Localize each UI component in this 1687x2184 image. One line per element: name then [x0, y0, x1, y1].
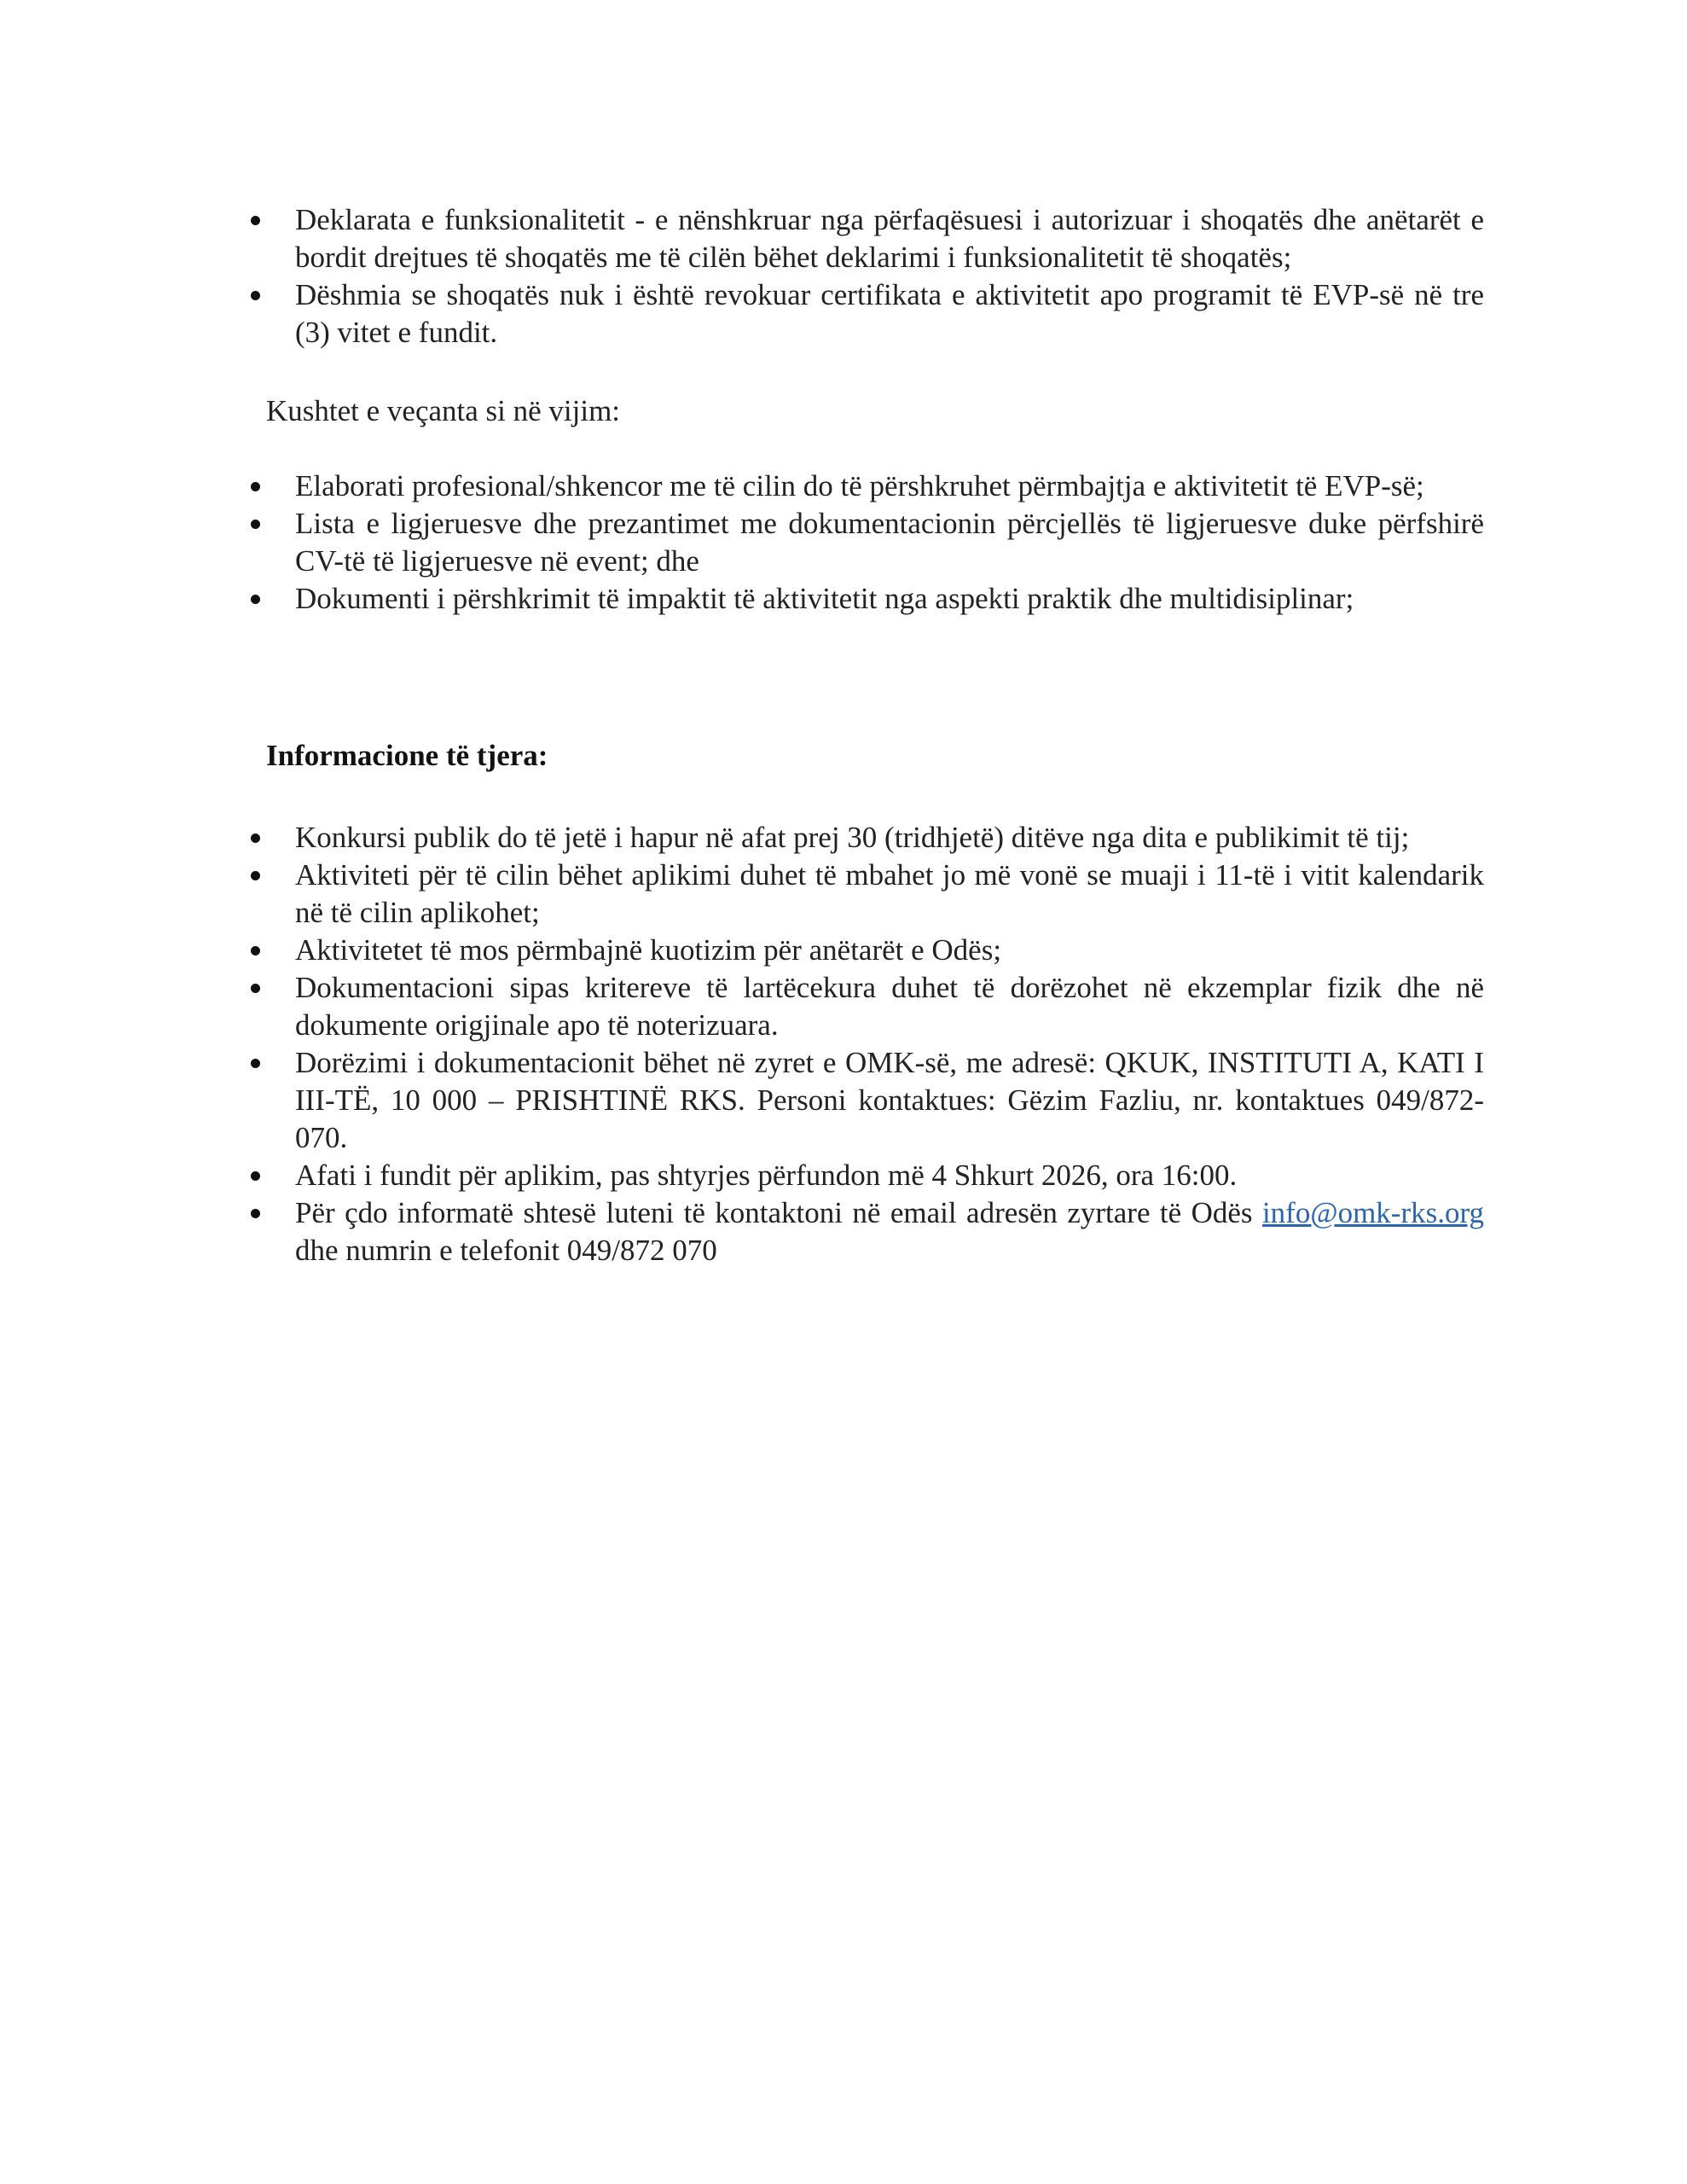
list-item — [247, 276, 1484, 351]
special-conditions-intro: Kushtet e veçanta si në vijim: — [266, 394, 621, 427]
list-item-text: Lista e ligjeruesve dhe prezantimet me dokumentacionin përcjellës të ligjeruesve duke përfshirë CV-të të ligjeruesve në event; dhe — [295, 507, 1484, 578]
bullet-icon — [251, 871, 260, 880]
list-item-text: Dorëzimi i dokumentacionit bëhet në zyret e OMK-së, me adresë: QKUK, INSTITUTI A, KATI I III-TË, 10 000 – PRISHTINË RKS. Personi kontaktues: Gëzim Fazliu, nr. kontaktues 049/872-070. — [295, 1046, 1484, 1154]
bullet-icon — [251, 520, 260, 529]
email-link[interactable]: info@omk-rks.org — [1261, 1196, 1484, 1229]
list-item-text: Dokumenti i përshkrimit të impaktit të aktivitetit nga aspekti praktik dhe multidisiplinar; — [295, 582, 1354, 615]
bullet-icon — [251, 1171, 260, 1181]
list-item — [247, 580, 1484, 618]
list-item-text: Aktivitetet të mos përmbajnë kuotizim për anëtarët e Odës; — [295, 933, 1002, 967]
bullet-icon — [251, 1209, 260, 1218]
list-item-text: Dokumentacioni sipas kritereve të lartëcekura duhet të dorëzohet në ekzemplar fizik dhe në dokumente origjinale apo të noterizuara. — [295, 971, 1484, 1042]
list-item — [247, 932, 1484, 969]
bullet-icon — [251, 482, 260, 491]
bullet-icon — [251, 595, 260, 604]
bullet-icon — [251, 984, 260, 993]
list-item-text: Afati i fundit për aplikim, pas shtyrjes përfundon më 4 Shkurt 2026, ora 16:00. — [295, 1159, 1238, 1192]
list-item-text: Elaborati profesional/shkencor me të cilin do të përshkruhet përmbajtja e aktivitetit të EVP-së; — [295, 469, 1424, 502]
other-information-list — [247, 819, 1484, 1269]
list-item — [247, 505, 1484, 580]
list-item — [247, 969, 1484, 1044]
special-conditions-list — [247, 468, 1484, 618]
list-item-text: Deklarata e funksionalitetit - e nënshkruar nga përfaqësuesi i autorizuar i shoqatës dhe anëtarët e bordit drejtues të shoqatës me të cilën bëhet deklarimi i funksionalitetit të shoqatës; — [295, 203, 1484, 274]
list-item-text: Dëshmia se shoqatës nuk i është revokuar certifikata e aktivitetit apo programit të EVP-së në tre (3) vitet e fundit. — [295, 278, 1484, 349]
other-information-heading: Informacione të tjera: — [266, 739, 548, 772]
contact-list-item — [247, 1194, 1484, 1269]
list-item — [247, 819, 1484, 857]
bullet-icon — [251, 834, 260, 843]
list-item — [247, 1157, 1484, 1194]
bullet-icon — [251, 291, 260, 300]
list-item — [247, 1044, 1484, 1157]
bullet-icon — [251, 216, 260, 225]
bullet-icon — [251, 946, 260, 956]
list-item-text: Aktiviteti për të cilin bëhet aplikimi duhet të mbahet jo më vonë se muaji i 11-të i vitit kalendarik në të cilin aplikohet; — [295, 858, 1484, 929]
contact-text-after: dhe numrin e telefonit 049/872 070 — [295, 1234, 717, 1267]
list-item — [247, 201, 1484, 276]
list-item — [247, 857, 1484, 932]
list-item — [247, 468, 1484, 505]
list-item-text: Konkursi publik do të jetë i hapur në afat prej 30 (tridhjetë) ditëve nga dita e publikimit të tij; — [295, 821, 1410, 854]
contact-text-before: Për çdo informatë shtesë luteni të kontaktoni në email adresën zyrtare të Odës — [295, 1196, 1262, 1229]
bullet-icon — [251, 1059, 260, 1068]
general-requirements-list — [247, 201, 1484, 351]
